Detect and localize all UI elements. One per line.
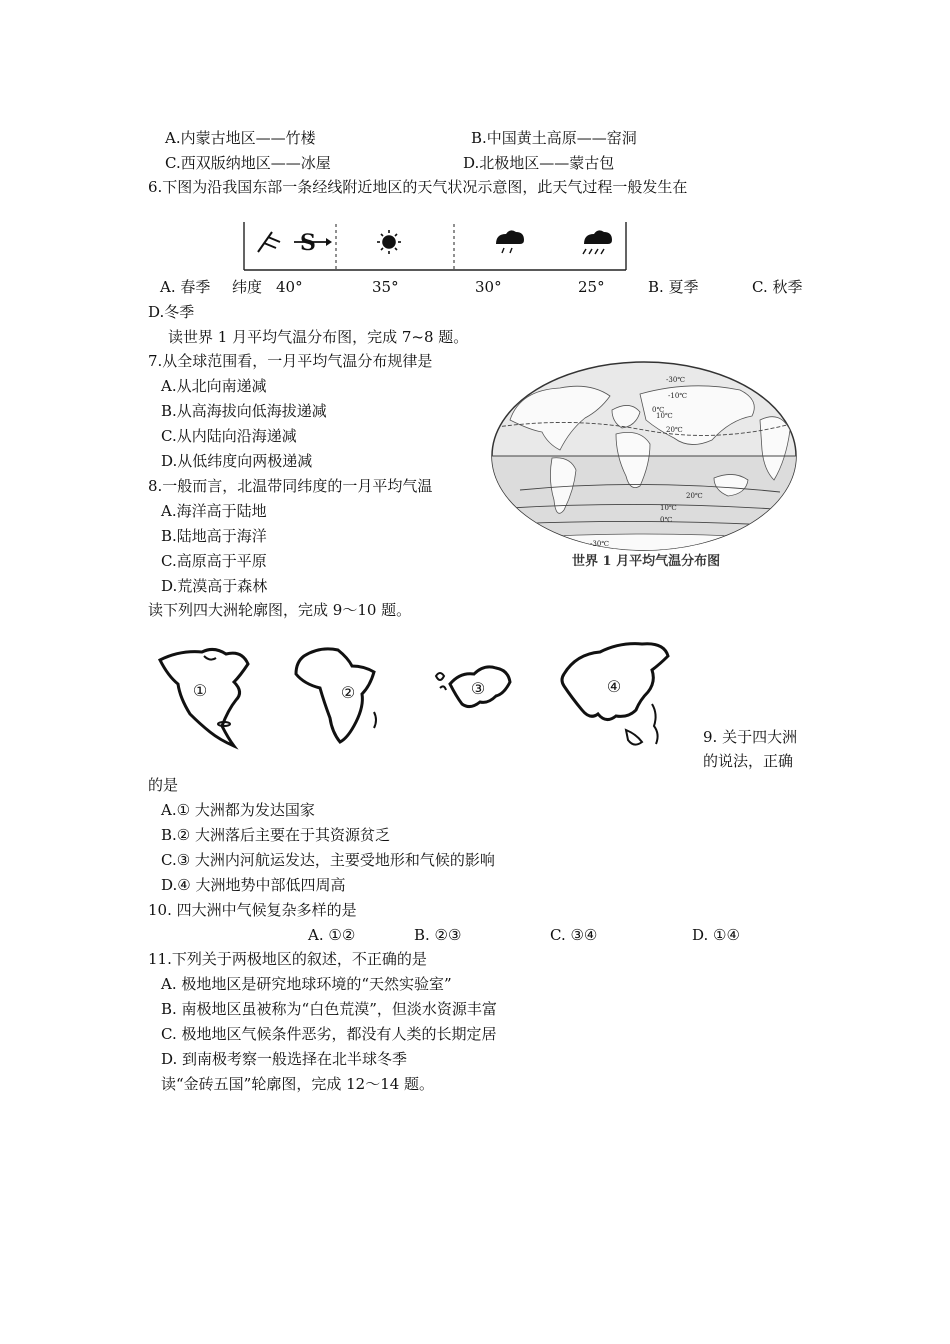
world-temperature-map bbox=[490, 360, 798, 552]
continent-outline-3 bbox=[430, 654, 514, 722]
q9-option-b: B.② 大洲落后主要在于其资源贫乏 bbox=[161, 826, 391, 844]
q8-stem: 8.一般而言，北温带同纬度的一月平均气温 bbox=[148, 477, 433, 495]
latitude-tick-40: 40° bbox=[276, 278, 303, 296]
svg-text:S: S bbox=[300, 230, 316, 256]
continent-outline-4 bbox=[556, 634, 674, 762]
q11-stem: 11.下列关于两极地区的叙述，不正确的是 bbox=[148, 950, 427, 968]
q8-option-b: B.陆地高于海洋 bbox=[161, 527, 267, 545]
isotherm-label-s-10: 10℃ bbox=[660, 504, 677, 512]
isotherm-label-n-minus30: -30℃ bbox=[666, 376, 686, 384]
continent-label-1: ① bbox=[192, 681, 208, 700]
continent-outline-2 bbox=[290, 642, 390, 746]
isotherm-label-s-minus30: -30℃ bbox=[590, 540, 610, 548]
weather-diagram bbox=[240, 218, 632, 274]
sandstorm-icon bbox=[294, 230, 332, 256]
q11-option-d: D. 到南极考察一般选择在北半球冬季 bbox=[161, 1050, 408, 1068]
intro-9-10: 读下列四大洲轮廓图，完成 9～10 题。 bbox=[148, 601, 412, 619]
isotherm-label-s-0: 0℃ bbox=[660, 516, 673, 524]
q6-option-c: C. 秋季 bbox=[752, 278, 803, 296]
isotherm-label-n-10: 10℃ bbox=[656, 412, 673, 420]
q5-option-a: A.内蒙古地区——竹楼 bbox=[165, 129, 316, 147]
continent-outline-1 bbox=[150, 640, 258, 752]
intro-12-14: 读“金砖五国”轮廓图，完成 12～14 题。 bbox=[161, 1075, 435, 1093]
q9-stem-line1: 9. 关于四大洲 bbox=[703, 728, 798, 746]
q5-option-b: B.中国黄土高原——窑洞 bbox=[471, 129, 637, 147]
q7-option-a: A.从北向南递减 bbox=[161, 377, 267, 395]
isotherm-label-n-20: 20℃ bbox=[666, 426, 683, 434]
isotherm-label-s-20: 20℃ bbox=[686, 492, 703, 500]
intro-7-8: 读世界 1 月平均气温分布图，完成 7~8 题。 bbox=[168, 328, 469, 346]
continent-label-2: ② bbox=[340, 683, 356, 702]
q11-option-c: C. 极地地区气候条件恶劣，都没有人类的长期定居 bbox=[161, 1025, 497, 1043]
q10-option-a: A. ①② bbox=[308, 926, 356, 944]
heavy-rain-icon bbox=[583, 230, 612, 254]
q9-option-a: A.① 大洲都为发达国家 bbox=[161, 801, 315, 819]
latitude-tick-35: 35° bbox=[372, 278, 399, 296]
q6-option-d: D.冬季 bbox=[148, 303, 195, 321]
q8-option-c: C.高原高于平原 bbox=[161, 552, 267, 570]
q10-option-b: B. ②③ bbox=[414, 926, 462, 944]
rain-icon bbox=[496, 230, 524, 253]
q10-option-c: C. ③④ bbox=[550, 926, 598, 944]
q6-stem: 6.下图为沿我国东部一条经线附近地区的天气状况示意图，此天气过程一般发生在 bbox=[148, 178, 688, 196]
q8-option-a: A.海洋高于陆地 bbox=[161, 502, 267, 520]
q9-stem-line3: 的是 bbox=[148, 776, 179, 794]
q10-option-d: D. ①④ bbox=[692, 926, 740, 944]
q8-option-d: D.荒漠高于森林 bbox=[161, 577, 268, 595]
q9-stem-line2: 的说法，正确 bbox=[703, 752, 794, 770]
q9-option-d: D.④ 大洲地势中部低四周高 bbox=[161, 876, 346, 894]
antarctica-shape bbox=[490, 534, 798, 552]
q5-option-c: C.西双版纳地区——冰屋 bbox=[165, 154, 331, 172]
isotherm-label-n-minus10: -10℃ bbox=[668, 392, 688, 400]
latitude-tick-30: 30° bbox=[475, 278, 502, 296]
q11-option-b: B. 南极地区虽被称为“白色荒漠”，但淡水资源丰富 bbox=[161, 1000, 497, 1018]
world-map-caption: 世界 1 月平均气温分布图 bbox=[572, 554, 721, 569]
sunny-icon bbox=[377, 230, 401, 254]
continent-label-4: ④ bbox=[606, 677, 622, 696]
q7-stem: 7.从全球范围看，一月平均气温分布规律是 bbox=[148, 352, 433, 370]
latitude-label: 纬度 bbox=[232, 278, 263, 296]
q9-option-c: C.③ 大洲内河航运发达，主要受地形和气候的影响 bbox=[161, 851, 495, 869]
q7-option-c: C.从内陆向沿海递减 bbox=[161, 427, 297, 445]
q10-stem: 10. 四大洲中气候复杂多样的是 bbox=[148, 901, 357, 919]
q7-option-b: B.从高海拔向低海拔递减 bbox=[161, 402, 327, 420]
q7-option-d: D.从低纬度向两极递减 bbox=[161, 452, 313, 470]
latitude-tick-25: 25° bbox=[578, 278, 605, 296]
q6-option-b: B. 夏季 bbox=[648, 278, 699, 296]
isotherm-label-n-0: 0℃ bbox=[652, 406, 665, 414]
q5-option-d: D.北极地区——蒙古包 bbox=[463, 154, 615, 172]
q6-option-a: A. 春季 bbox=[160, 278, 211, 296]
continent-label-3: ③ bbox=[470, 679, 486, 698]
cold-front-wind-icon bbox=[258, 232, 280, 252]
q11-option-a: A. 极地地区是研究地球环境的“天然实验室” bbox=[161, 975, 452, 993]
